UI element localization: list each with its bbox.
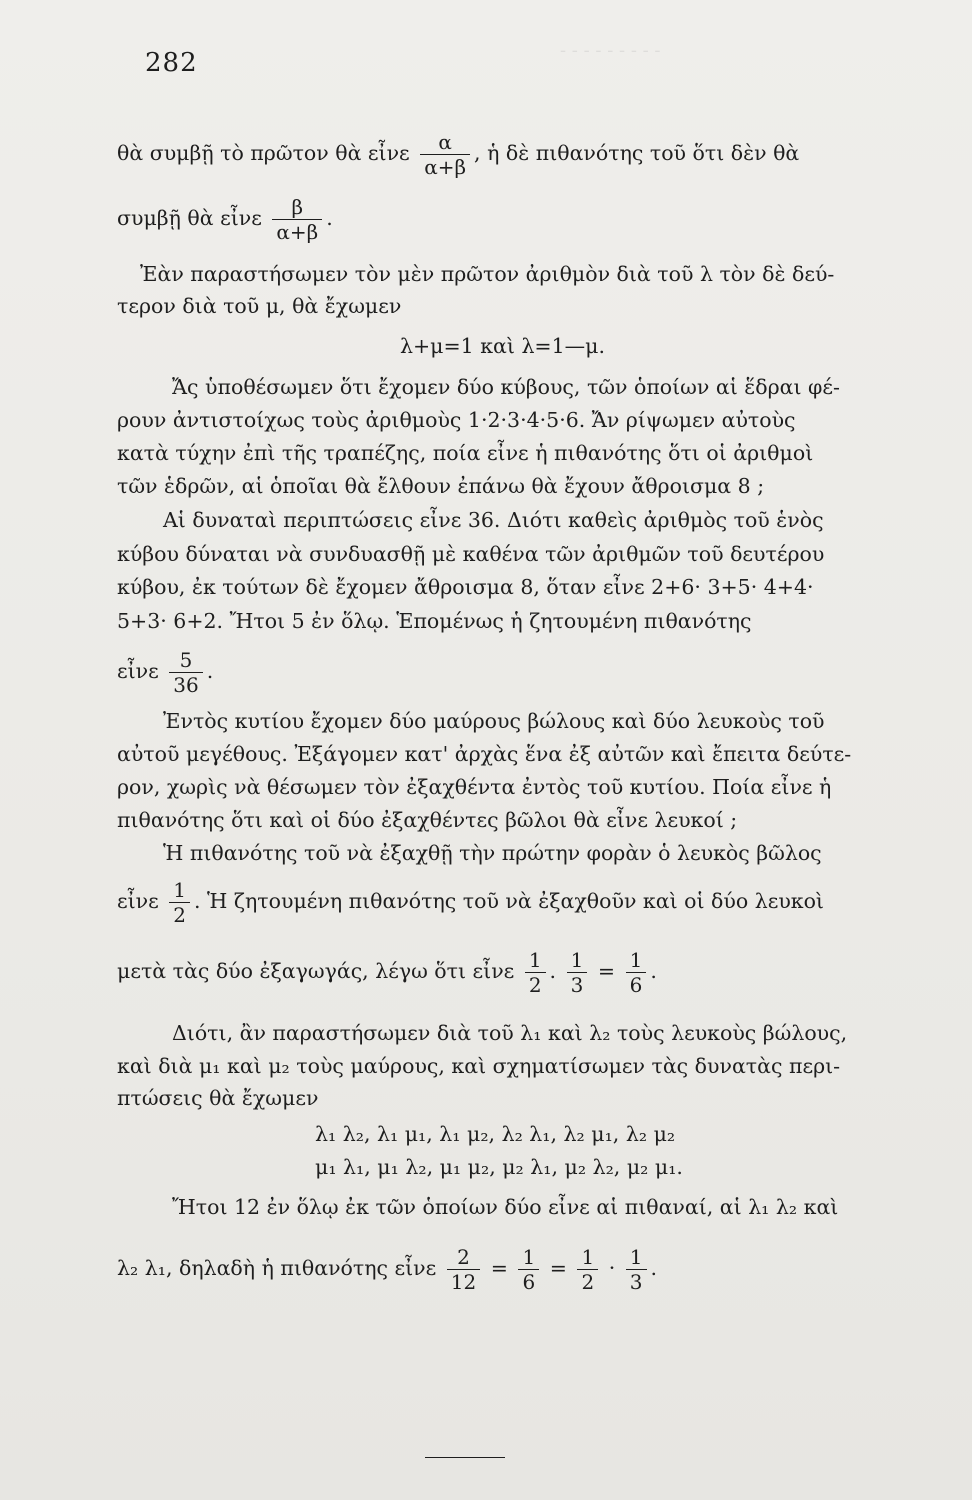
fraction bbox=[447, 1247, 480, 1292]
operator: = bbox=[490, 1256, 508, 1280]
fraction-denominator: 6 bbox=[518, 1269, 539, 1292]
text-line bbox=[117, 132, 799, 177]
bleed-through-text: - - - - - - - - - bbox=[560, 40, 661, 61]
text-line: ρουν ἀντιστοίχως τοὺς ἀριθμοὺς 1·2·3·4·5·6. Ἄν ρίψωμεν αὐτοὺς bbox=[117, 408, 796, 432]
text-line bbox=[117, 880, 824, 925]
fraction bbox=[567, 950, 588, 995]
text-line: Ἄς ὑποθέσωμεν ὅτι ἔχομεν δύο κύβους, τῶν ὁποίων αἱ ἕδραι φέ- bbox=[172, 375, 840, 399]
fraction-numerator: α bbox=[438, 130, 452, 154]
fraction-denominator: 6 bbox=[626, 972, 647, 995]
fraction bbox=[169, 880, 190, 925]
text-line bbox=[117, 197, 333, 242]
operator: . bbox=[549, 959, 557, 983]
combinations-line: μ₁ λ₁, μ₁ λ₂, μ₁ μ₂, μ₂ λ₁, μ₂ λ₂, μ₂ μ₁. bbox=[315, 1155, 683, 1179]
text-line: πτώσεις θὰ ἔχωμεν bbox=[117, 1086, 319, 1110]
text-span: λ₂ λ₁, δηλαδὴ ἡ πιθανότης εἶνε bbox=[117, 1256, 437, 1280]
text-line: αὐτοῦ μεγέθους. Ἐξάγομεν κατ' ἀρχὰς ἕνα ἐξ αὐτῶν καὶ ἔπειτα δεύτε- bbox=[117, 742, 852, 766]
fraction-numerator: β bbox=[291, 195, 304, 219]
text-span: . bbox=[326, 206, 333, 230]
fraction-denominator: 2 bbox=[169, 902, 190, 925]
fraction bbox=[626, 950, 647, 995]
text-line: Ἐντὸς κυτίου ἔχομεν δύο μαύρους βώλους καὶ δύο λευκοὺς τοῦ bbox=[163, 709, 825, 733]
fraction-numerator: 5 bbox=[179, 648, 193, 672]
text-line: ρον, χωρὶς νὰ θέσωμεν τὸν ἐξαχθέντα ἐντὸς τοῦ κυτίου. Ποία εἶνε ἡ bbox=[117, 775, 832, 799]
fraction-numerator: 1 bbox=[629, 948, 643, 972]
fraction-numerator: 2 bbox=[457, 1245, 470, 1269]
text-span: . bbox=[206, 659, 214, 683]
fraction bbox=[577, 1247, 598, 1292]
fraction-numerator: 1 bbox=[581, 1245, 595, 1269]
text-line: τερον διὰ τοῦ μ, θὰ ἔχωμεν bbox=[117, 294, 402, 318]
text-line: καὶ διὰ μ₁ καὶ μ₂ τοὺς μαύρους, καὶ σχηματίσωμεν τὰς δυνατὰς περι- bbox=[117, 1054, 841, 1078]
fraction-denominator: 12 bbox=[447, 1269, 480, 1292]
text-span: . bbox=[650, 1256, 658, 1280]
fraction-numerator: 1 bbox=[528, 948, 542, 972]
fraction bbox=[169, 650, 202, 695]
text-span: θὰ συμβῇ τὸ πρῶτον θὰ εἶνε bbox=[117, 141, 410, 165]
text-line: κατὰ τύχην ἐπὶ τῆς τραπέζης, ποία εἶνε ἡ πιθανότης ὅτι οἱ ἀριθμοὶ bbox=[117, 441, 814, 465]
text-line: Ἤτοι 12 ἐν ὅλῳ ἐκ τῶν ὁποίων δύο εἶνε αἱ πιθαναί, αἱ λ₁ λ₂ καὶ bbox=[172, 1195, 839, 1219]
fraction-denominator: 2 bbox=[525, 972, 546, 995]
text-span: συμβῇ θὰ εἶνε bbox=[117, 206, 262, 230]
text-span: . Ἡ ζητουμένη πιθανότης τοῦ νὰ ἐξαχθοῦν καὶ οἱ δύο λευκοὶ bbox=[194, 889, 824, 913]
fraction-numerator: 1 bbox=[629, 1245, 643, 1269]
fraction-numerator: 1 bbox=[173, 878, 187, 902]
operator: · bbox=[608, 1256, 616, 1280]
combinations-line: λ₁ λ₂, λ₁ μ₁, λ₁ μ₂, λ₂ λ₁, λ₂ μ₁, λ₂ μ₂ bbox=[315, 1122, 676, 1146]
operator: = bbox=[597, 959, 616, 983]
fraction bbox=[626, 1247, 647, 1292]
text-line bbox=[117, 1247, 657, 1292]
text-line: τῶν ἑδρῶν, αἱ ὁποῖαι θὰ ἔλθουν ἐπάνω θὰ ἔχουν ἄθροισμα 8 ; bbox=[117, 474, 765, 498]
text-line: Ἐὰν παραστήσωμεν τὸν μὲν πρῶτον ἀριθμὸν διὰ τοῦ λ τὸν δὲ δεύ- bbox=[140, 262, 835, 286]
page-number: 282 bbox=[145, 48, 198, 78]
fraction bbox=[420, 132, 470, 177]
text-line bbox=[117, 950, 657, 995]
fraction-denominator: α+β bbox=[420, 154, 470, 177]
text-line: κύβου, ἐκ τούτων δὲ ἔχομεν ἄθροισμα 8, ὅταν εἶνε 2+6· 3+5· 4+4· bbox=[117, 575, 814, 599]
fraction-denominator: α+β bbox=[272, 219, 322, 242]
text-line: Ἡ πιθανότης τοῦ νὰ ἐξαχθῇ τὴν πρώτην φορὰν ὁ λευκὸς βῶλος bbox=[163, 841, 822, 865]
end-rule bbox=[425, 1457, 505, 1458]
fraction bbox=[518, 1247, 539, 1292]
text-line: 5+3· 6+2. Ἤτοι 5 ἐν ὅλῳ. Ἑπομένως ἡ ζητουμένη πιθανότης bbox=[117, 609, 752, 633]
fraction bbox=[525, 950, 546, 995]
fraction-numerator: 1 bbox=[570, 948, 584, 972]
text-span: . bbox=[650, 959, 657, 983]
text-line: Αἱ δυναταὶ περιπτώσεις εἶνε 36. Διότι καθεὶς ἀριθμὸς τοῦ ἑνὸς bbox=[163, 508, 824, 532]
text-span: εἶνε bbox=[117, 889, 159, 913]
text-line: κύβου δύναται νὰ συνδυασθῇ μὲ καθένα τῶν ἀριθμῶν τοῦ δευτέρου bbox=[117, 542, 825, 566]
fraction bbox=[272, 197, 322, 242]
fraction-numerator: 1 bbox=[522, 1245, 536, 1269]
operator: = bbox=[549, 1256, 567, 1280]
fraction-denominator: 2 bbox=[577, 1269, 598, 1292]
text-line: πιθανότης ὅτι καὶ οἱ δύο ἐξαχθέντες βῶλοι θὰ εἶνε λευκοί ; bbox=[117, 808, 738, 832]
equation-line: λ+μ=1 καὶ λ=1—μ. bbox=[400, 334, 605, 358]
fraction-denominator: 3 bbox=[626, 1269, 647, 1292]
text-span: , ἡ δὲ πιθανότης τοῦ ὅτι δὲν θὰ bbox=[474, 141, 800, 165]
text-span: εἶνε bbox=[117, 659, 159, 683]
text-span: μετὰ τὰς δύο ἐξαγωγάς, λέγω ὅτι εἶνε bbox=[117, 959, 515, 983]
text-line bbox=[117, 650, 213, 695]
fraction-denominator: 3 bbox=[567, 972, 588, 995]
fraction-denominator: 36 bbox=[169, 672, 202, 695]
text-line: Διότι, ἂν παραστήσωμεν διὰ τοῦ λ₁ καὶ λ₂ τοὺς λευκοὺς βώλους, bbox=[172, 1021, 848, 1045]
